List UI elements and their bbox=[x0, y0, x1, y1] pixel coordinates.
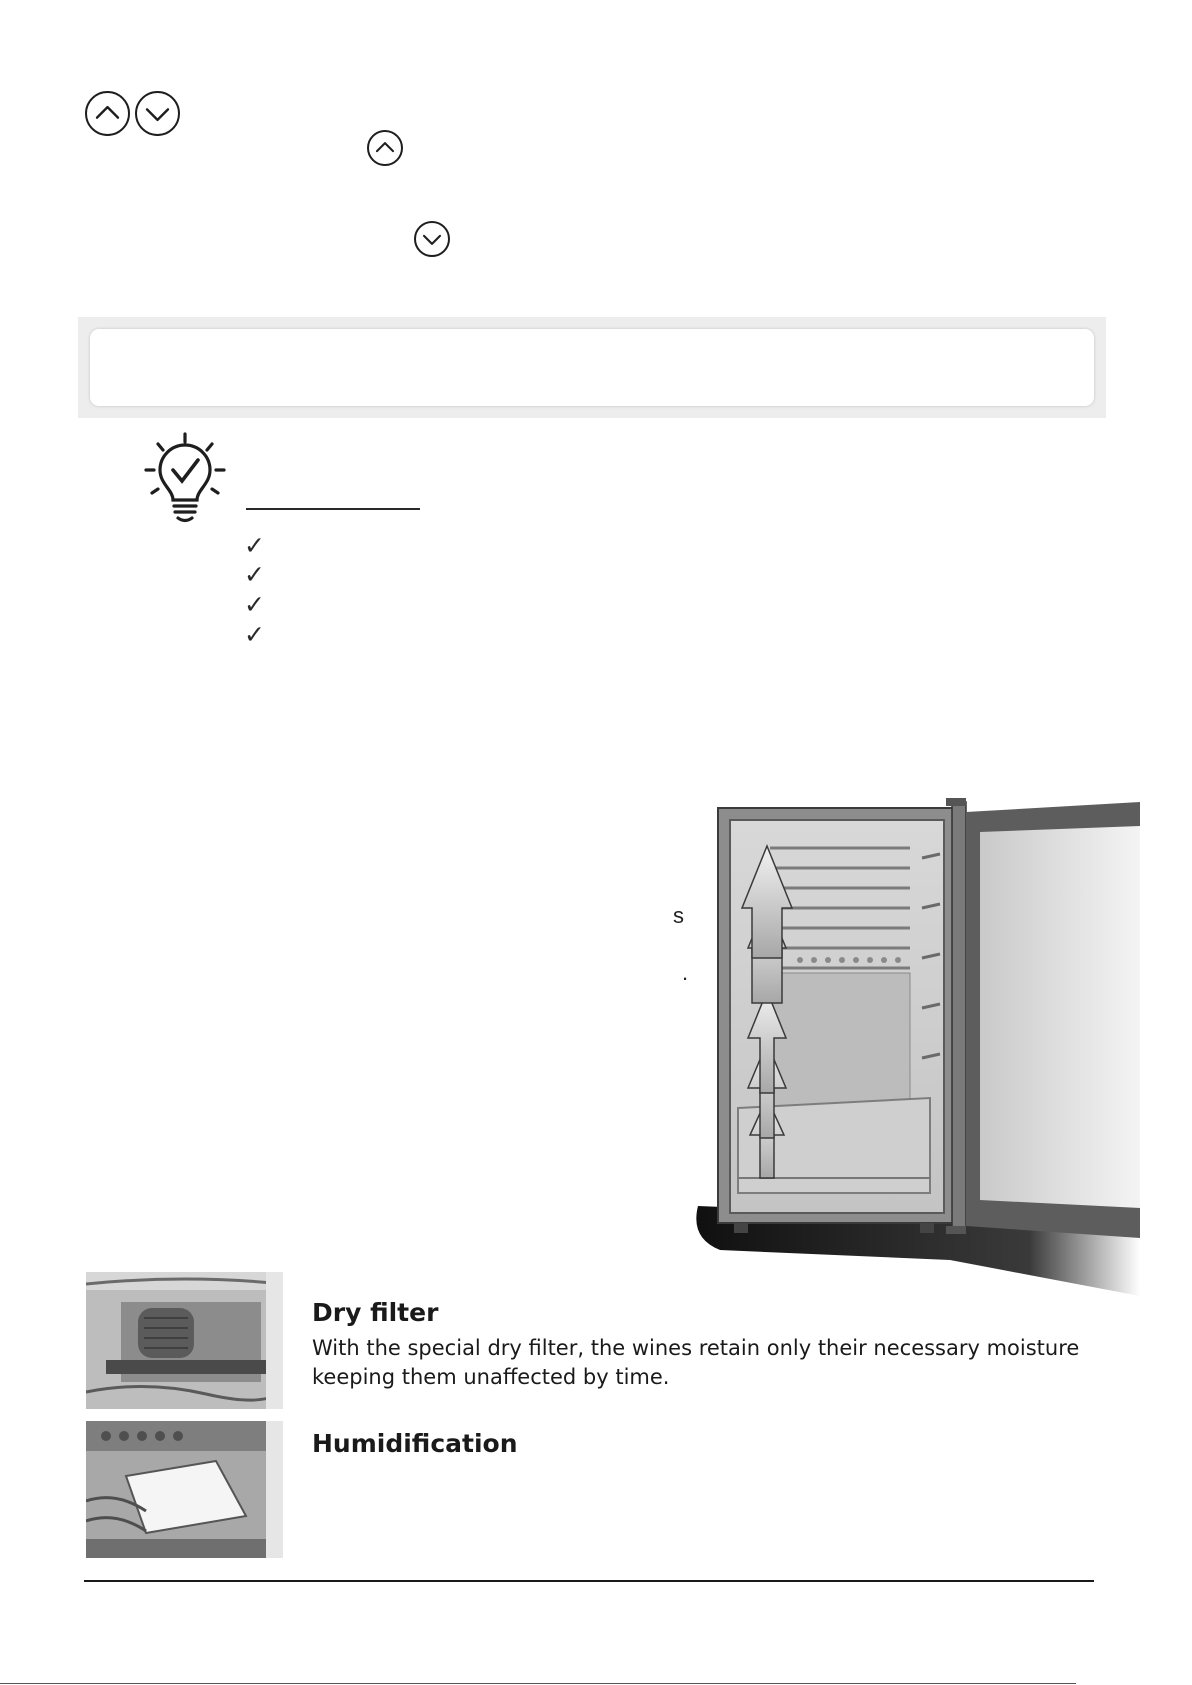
note-banner bbox=[78, 317, 1106, 418]
chevron-down-circle-icon bbox=[414, 221, 450, 257]
wine-cooler-airflow-illustration bbox=[690, 798, 1140, 1303]
chevron-down-circle-icon bbox=[135, 91, 180, 136]
dry-filter-title: Dry filter bbox=[312, 1298, 439, 1327]
chevron-up-circle-icon bbox=[85, 91, 130, 136]
humidification-photo bbox=[86, 1421, 283, 1558]
dry-filter-description: With the special dry filter, the wines retain only their necessary moisture keeping them unaffected by time. bbox=[312, 1336, 1080, 1389]
page-footer-line bbox=[0, 1683, 1076, 1684]
section-divider bbox=[84, 1580, 1094, 1582]
text-fragment: s bbox=[673, 903, 684, 928]
check-icon: ✓ bbox=[244, 590, 265, 619]
tip-heading-underline bbox=[246, 508, 420, 510]
chevron-up-circle-icon bbox=[367, 130, 403, 166]
humidification-title: Humidification bbox=[312, 1429, 518, 1458]
check-icon: ✓ bbox=[244, 531, 265, 560]
check-icon: ✓ bbox=[244, 560, 265, 589]
lightbulb-check-icon bbox=[140, 430, 230, 530]
check-icon: ✓ bbox=[244, 620, 265, 649]
text-fragment: . bbox=[682, 960, 689, 985]
note-banner-panel bbox=[90, 329, 1094, 406]
dry-filter-photo bbox=[86, 1272, 283, 1409]
